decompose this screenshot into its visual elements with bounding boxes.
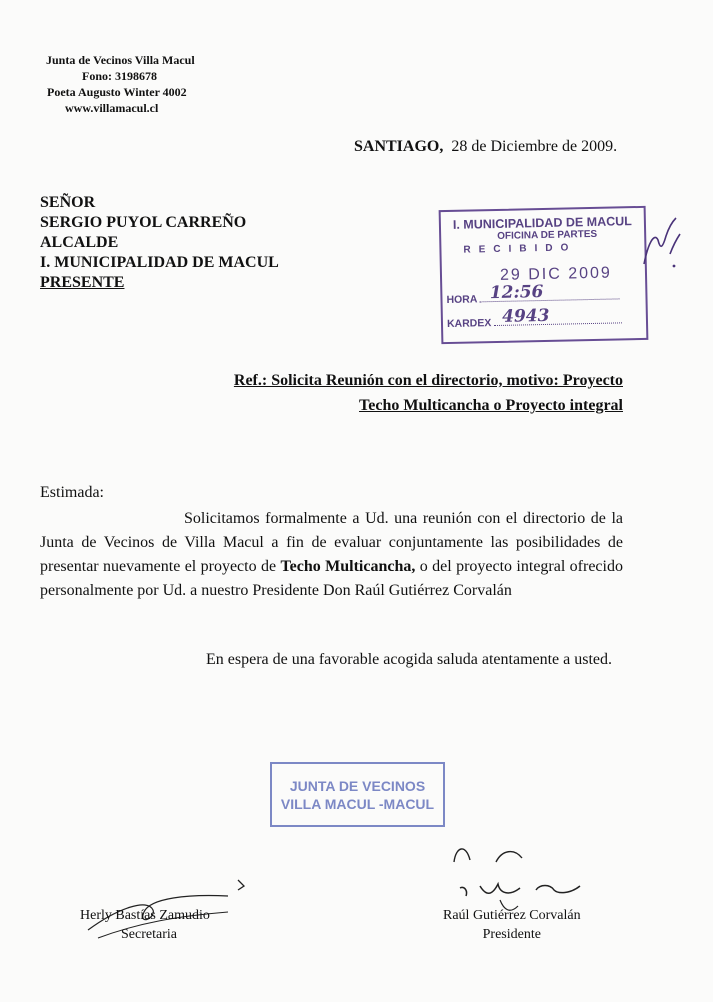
stamp-line2: OFICINA DE PARTES xyxy=(497,228,598,242)
seal-line1: JUNTA DE VECINOS xyxy=(289,778,426,794)
left-signatory-name: Herly Bastías Zamudio xyxy=(80,908,210,923)
stamp-kardex-line xyxy=(494,305,622,327)
body-part2: o del proyecto integral ofrecido personalmente por Ud. a nuestro Presidente Don Raúl Gutiérrez Corvalán xyxy=(40,558,623,599)
right-signatory xyxy=(443,906,581,944)
body-part1: Solicitamos formalmente a Ud. una reunión con el directorio de la Junta de Vecinos de Villa Macul a fin de evaluar conjuntamente las posibilidades de presentar nuevamente el proyecto de xyxy=(40,510,623,575)
addressee-line4: I. MUNICIPALIDAD DE MACUL xyxy=(40,254,279,271)
letterhead-org: Junta de Vecinos Villa Macul xyxy=(46,53,195,67)
left-signatory xyxy=(80,906,210,944)
addressee-line5: PRESENTE xyxy=(40,274,125,291)
letterhead-web: www.villamacul.cl xyxy=(65,101,159,115)
letter-date xyxy=(354,138,617,156)
date-text: 28 de Diciembre de 2009. xyxy=(451,138,618,155)
stamp-hora-line xyxy=(480,282,620,304)
ref-line2: Techo Multicancha o Proyecto integral xyxy=(359,397,623,414)
stamp-hora-value: 12:56 xyxy=(489,282,544,304)
right-signatory-name: Raúl Gutiérrez Corvalán xyxy=(443,908,581,923)
letter-body xyxy=(40,507,623,603)
stamp-hora-label: HORA xyxy=(446,293,478,307)
stamp-kardex-label: KARDEX xyxy=(446,317,492,331)
addressee-line1: SEÑOR xyxy=(40,194,96,211)
salutation: Estimada: xyxy=(40,484,104,501)
seal-line2: VILLA MACUL -MACUL xyxy=(280,796,435,812)
stamp-line3: RECIBIDO xyxy=(463,242,577,256)
received-stamp xyxy=(439,206,649,344)
stamp-kardex xyxy=(446,305,623,331)
closing-line: En espera de una favorable acogida saluda atentamente a usted. xyxy=(206,651,613,668)
addressee-line2: SERGIO PUYOL CARREÑO xyxy=(40,214,247,231)
reference-block xyxy=(234,368,623,418)
right-signatory-title: Presidente xyxy=(482,927,541,942)
stamp-initials-signature xyxy=(640,214,685,274)
addressee-line3: ALCALDE xyxy=(40,234,119,251)
stamp-hora xyxy=(446,282,620,307)
letterhead-phone: Fono: 3198678 xyxy=(82,69,157,83)
ref-line1: Ref.: Solicita Reunión con el directorio, motivo: Proyecto xyxy=(233,372,623,389)
date-city: SANTIAGO, xyxy=(354,138,444,155)
letterhead-address: Poeta Augusto Winter 4002 xyxy=(47,85,187,99)
left-signatory-title: Secretaria xyxy=(121,927,177,942)
body-bold: Techo Multicancha, xyxy=(280,558,416,575)
addressee-block xyxy=(40,193,279,293)
organization-seal xyxy=(270,762,445,827)
stamp-date: 29 DIC 2009 xyxy=(499,264,612,284)
stamp-kardex-value: 4943 xyxy=(501,305,550,327)
stamp-line1: I. MUNICIPALIDAD DE MACUL xyxy=(452,214,632,232)
letterhead xyxy=(40,52,195,116)
